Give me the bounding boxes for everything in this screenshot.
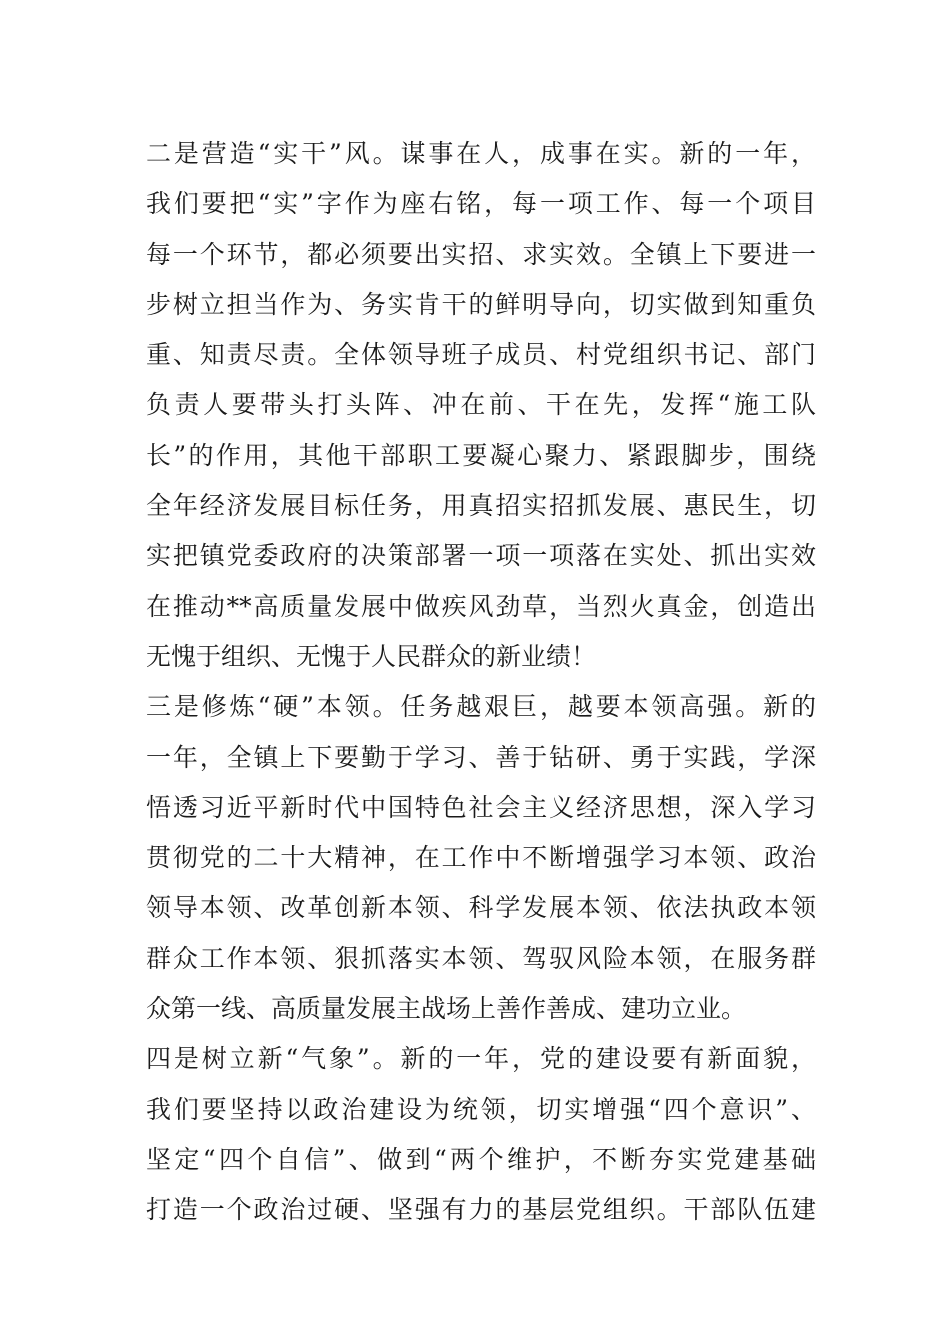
- text-line: 步树立担当作为、务实肯干的鲜明导向，切实做到知重负: [146, 289, 816, 319]
- text-line: 我们要把“实”字作为座右铭，每一项工作、每一个项目: [146, 189, 816, 219]
- text-line: 在推动**高质量发展中做疾风劲草，当烈火真金，创造出: [146, 591, 816, 621]
- text-line: 无愧于组织、无愧于人民群众的新业绩！: [146, 641, 597, 671]
- text-line: 二是营造“实干”风。谋事在人，成事在实。新的一年，: [146, 139, 816, 168]
- text-line: 群众工作本领、狠抓落实本领、驾驭风险本领，在服务群: [146, 943, 816, 973]
- text-line: 贯彻党的二十大精神，在工作中不断增强学习本领、政治: [146, 843, 816, 873]
- text-line: 悟透习近平新时代中国特色社会主义经济思想，深入学习: [146, 792, 816, 822]
- text-line: 众第一线、高质量发展主战场上善作善成、建功立业。: [146, 994, 747, 1024]
- text-line: 坚定“四个自信”、做到“两个维护，不断夯实党建基础: [146, 1144, 816, 1174]
- text-line: 全年经济发展目标任务，用真招实招抓发展、惠民生，切: [146, 491, 816, 521]
- text-line: 重、知责尽责。全体领导班子成员、村党组织书记、部门: [146, 340, 816, 370]
- text-line: 我们要坚持以政治建设为统领，切实增强“四个意识”、: [146, 1094, 816, 1124]
- text-line: 长”的作用，其他干部职工要凝心聚力、紧跟脚步，围绕: [146, 440, 816, 470]
- text-line: 打造一个政治过硬、坚强有力的基层党组织。干部队伍建: [146, 1195, 816, 1225]
- text-line: 负责人要带头打头阵、冲在前、干在先，发挥“施工队: [146, 390, 816, 420]
- text-line: 实把镇党委政府的决策部署一项一项落在实处、抓出实效: [146, 541, 816, 571]
- text-line: 四是树立新“气象”。新的一年，党的建设要有新面貌，: [146, 1044, 816, 1074]
- text-line: 领导本领、改革创新本领、科学发展本领、依法执政本领: [146, 893, 816, 923]
- text-line: 一年，全镇上下要勤于学习、善于钻研、勇于实践，学深: [146, 742, 816, 772]
- text-line: 每一个环节，都必须要出实招、求实效。全镇上下要进一: [146, 239, 816, 269]
- text-line: 三是修炼“硬”本领。任务越艰巨，越要本领高强。新的: [146, 692, 816, 722]
- body-text: [146, 129, 816, 1236]
